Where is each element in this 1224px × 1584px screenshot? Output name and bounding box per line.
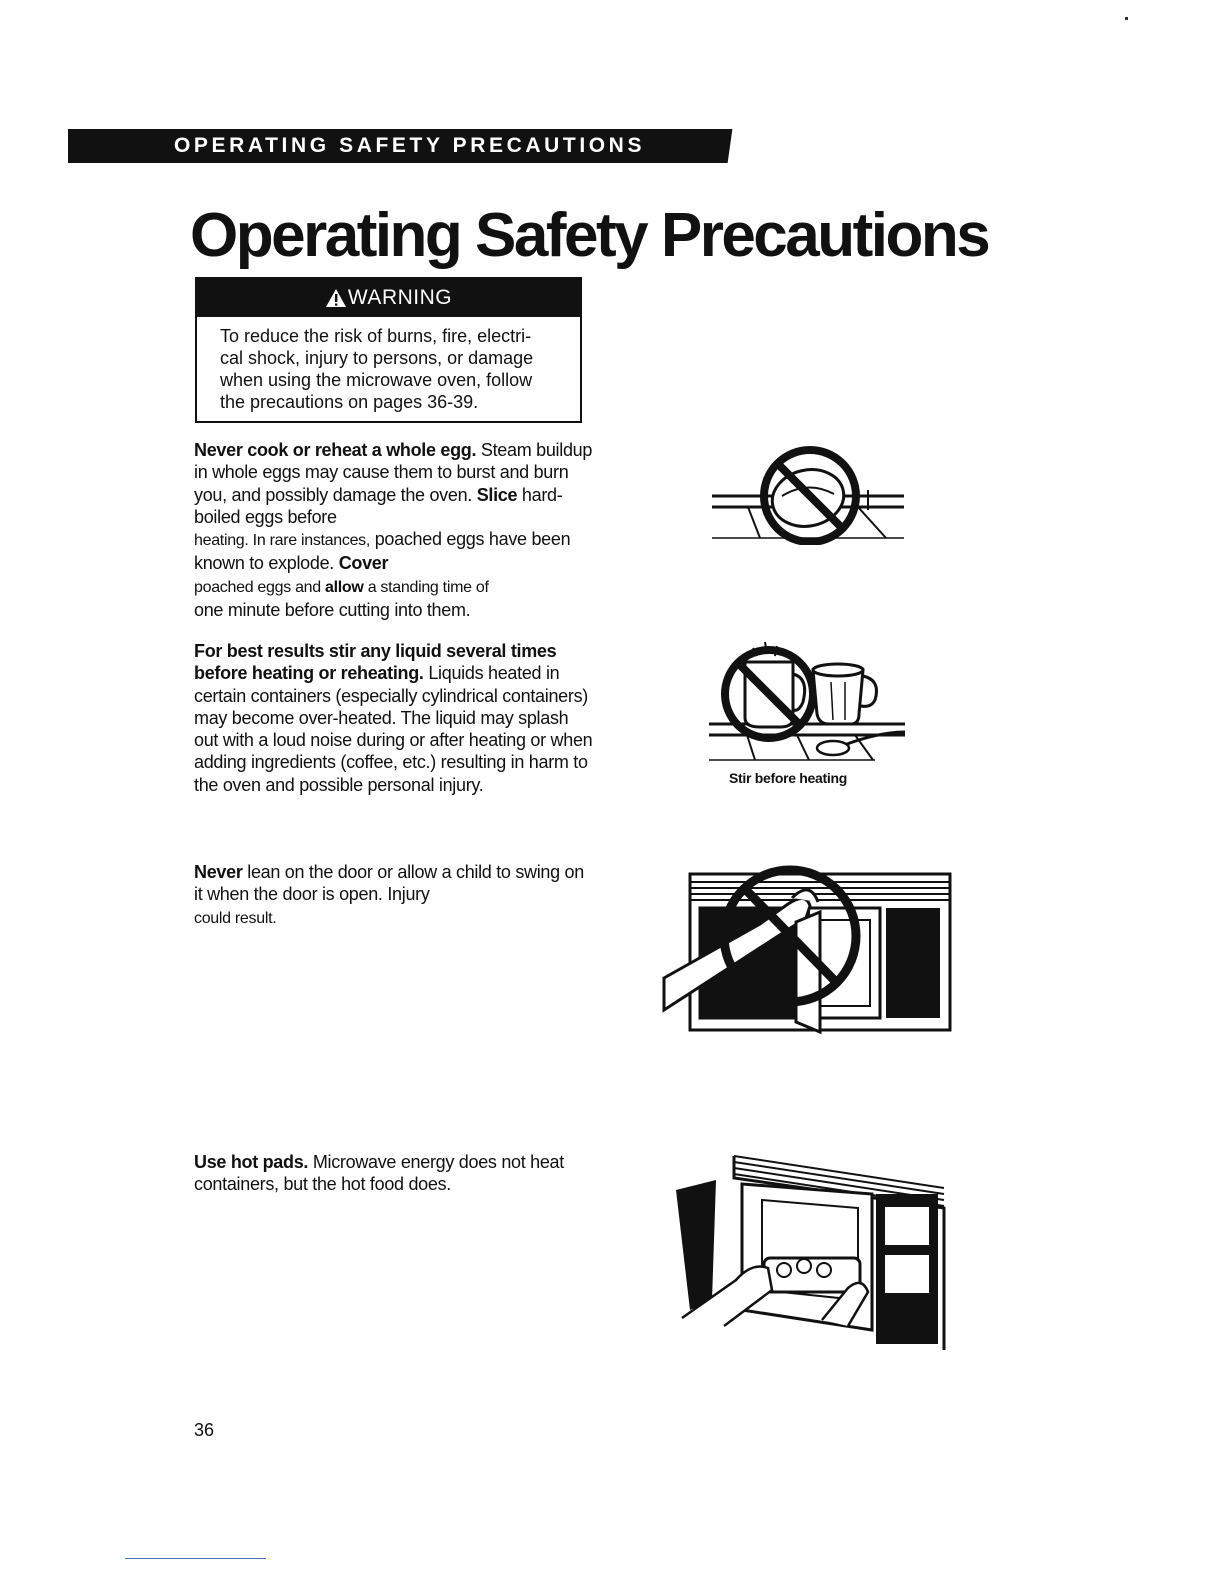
page-title: Operating Safety Precautions [190,201,989,270]
precaution-egg-heading: Never cook or reheat a whole egg. [194,440,477,460]
precaution-egg-text-3: heating. In rare instances, [194,532,371,550]
warning-header [197,279,580,317]
section-header-bar [68,129,724,163]
precaution-egg-text-6: a standing time of [363,578,489,596]
precaution-stir-text: Liquids heated in certain containers (especially cylindrical containers) may become over-heated. The liquid may splash out with a loud noise during or after heating or when adding ingredients (coffee, etc.) resulting in harm to the oven and possible personal injury. [194,663,593,795]
precaution-door-text-2: could result. [194,909,277,927]
precaution-hot-pads-text: Microwave energy does not heat containers, but the hot food does. [194,1152,564,1195]
no-leaning-on-door-icon [660,862,955,1037]
precaution-door-heading: Never [194,862,243,882]
precaution-door [194,861,594,930]
precaution-egg-text-2: hard-boiled eggs before [194,484,563,527]
precaution-stir-heading: For best results stir any liquid several times before heating or reheating. [194,641,557,684]
precaution-hot-pads [194,1151,594,1196]
warning-box [195,277,582,423]
precaution-egg-text-7: one minute before cutting into them. [194,600,471,621]
stir-liquid-icon [705,632,910,767]
precaution-egg-slice: Slice [476,484,518,505]
precaution-egg-text-1: Steam buildup in whole eggs may cause them to burst and burn you, and possibly damage the oven. [194,440,593,505]
stir-caption: Stir before heating [729,770,847,786]
section-header-label: OPERATING SAFETY PRECAUTIONS [174,134,646,157]
hot-pads-icon [672,1150,952,1360]
precaution-egg-text-4: poached eggs have been known to explode. [194,529,571,574]
precaution-egg [194,439,594,621]
precaution-hot-pads-heading: Use hot pads. [194,1152,309,1172]
warning-label: WARNING [347,286,453,309]
warning-triangle-icon [325,288,347,308]
no-egg-icon [708,440,908,545]
scan-speck [1125,17,1128,20]
precaution-door-text: lean on the door or allow a child to swing on it when the door is open. Injury [194,862,584,905]
footer-rule [125,1558,266,1559]
precaution-egg-cover: Cover [338,553,389,574]
precaution-egg-text-5: poached eggs and [194,578,326,596]
precaution-egg-allow: allow [325,578,364,596]
page-number: 36 [194,1420,215,1440]
warning-text: To reduce the risk of burns, fire, electri- cal shock, injury to persons, or damage when using the microwave oven, follow the precautions on pages 36-39. [220,326,534,412]
precaution-stir [194,640,594,796]
